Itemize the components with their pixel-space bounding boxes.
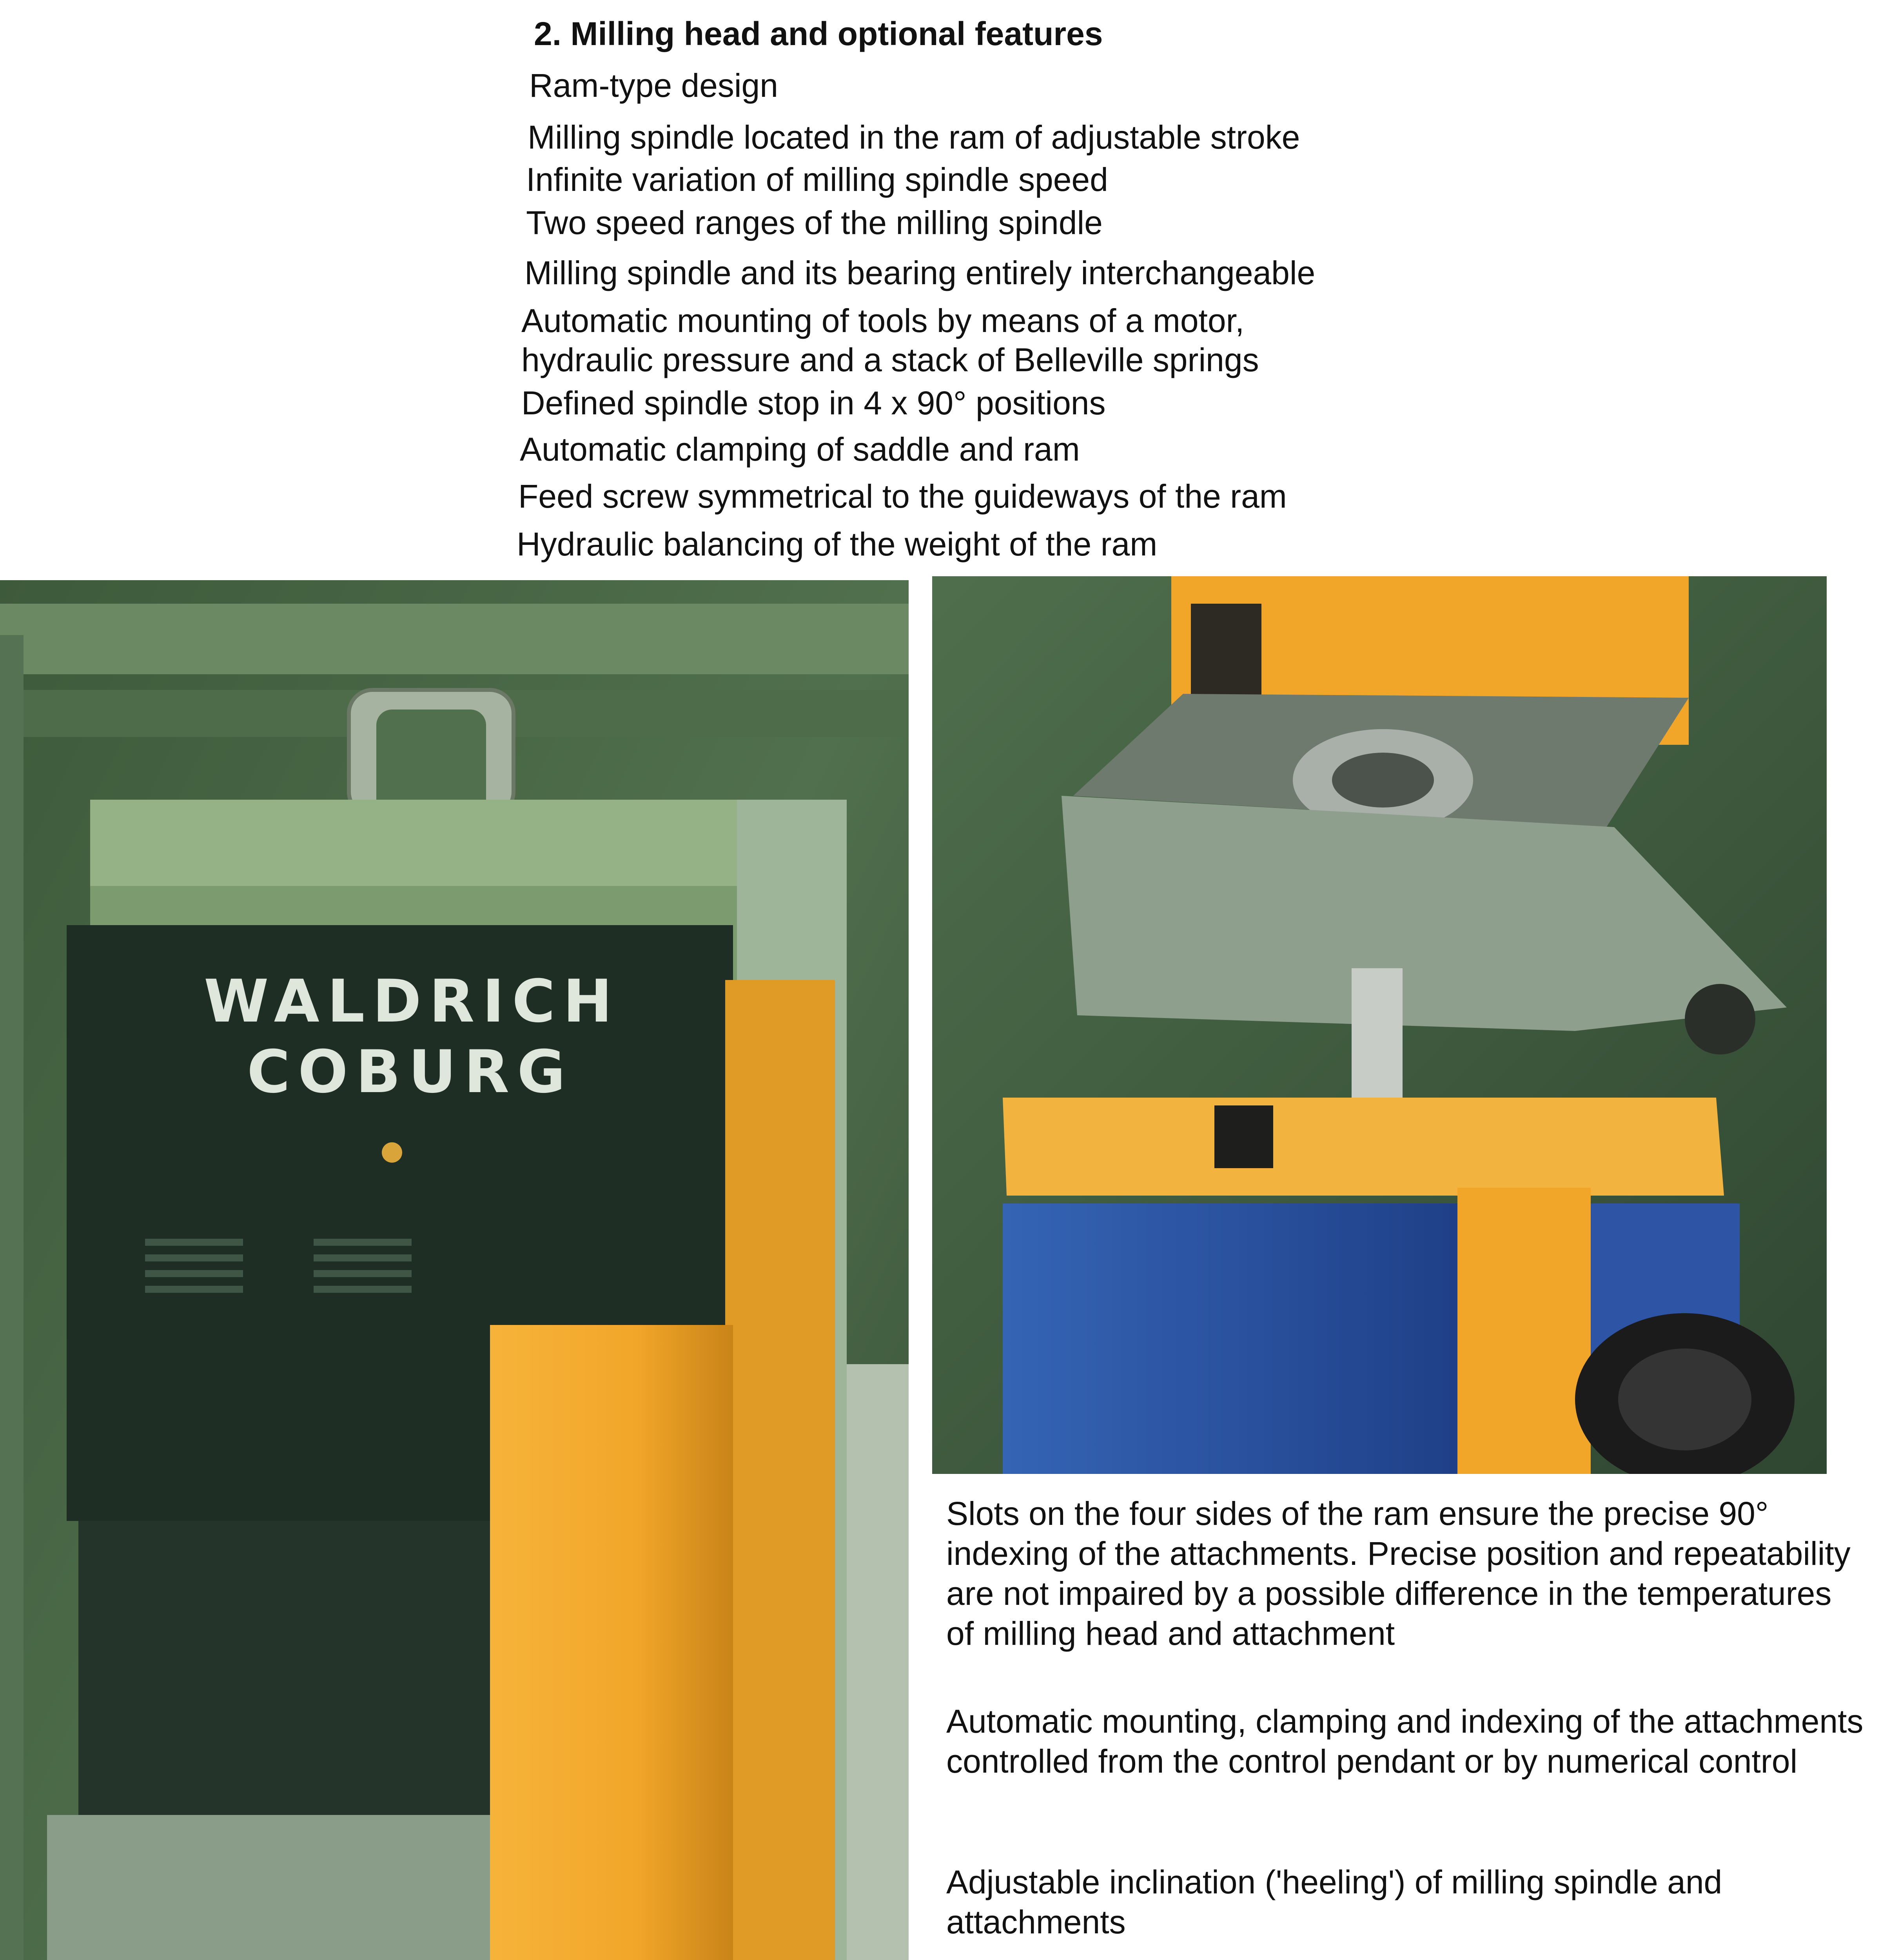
attachment-photo — [932, 576, 1827, 1474]
feature-item: Ram-type design — [529, 67, 778, 104]
feature-item: Automatic clamping of saddle and ram — [520, 431, 1080, 468]
brand-label-waldrich: WALDRICH — [204, 967, 620, 1036]
feature-item: Feed screw symmetrical to the guideways of the ram — [518, 478, 1287, 515]
feature-item: Milling spindle located in the ram of adjustable stroke — [528, 119, 1300, 156]
feature-item: hydraulic pressure and a stack of Belleville springs — [521, 341, 1259, 378]
caption-heeling: Adjustable inclination ('heeling') of milling spindle and attachments — [946, 1864, 1722, 1940]
caption-slots: Slots on the four sides of the ram ensure the precise 90° indexing of the attachments. Precise position and repeatability are not impaired by a possible difference in the temperatures of milling head and attachment — [946, 1495, 1851, 1652]
feature-item: Infinite variation of milling spindle speed — [526, 161, 1108, 198]
feature-item: Automatic mounting of tools by means of a motor, — [521, 302, 1245, 339]
caption-automatic-mounting: Automatic mounting, clamping and indexing of the attachments controlled from the control pendant or by numerical control — [946, 1703, 1864, 1780]
attachment-illustration — [932, 576, 1827, 1474]
section-heading: 2. Milling head and optional features — [534, 15, 1103, 52]
feature-item: Hydraulic balancing of the weight of the ram — [517, 526, 1158, 563]
milling-head-illustration — [0, 580, 909, 1960]
milling-head-photo — [0, 580, 909, 1960]
feature-item: Milling spindle and its bearing entirely interchangeable — [524, 254, 1316, 291]
feature-item: Defined spindle stop in 4 x 90° positions — [521, 385, 1106, 421]
brand-label-coburg: COBURG — [247, 1038, 573, 1106]
feature-item: Two speed ranges of the milling spindle — [526, 204, 1103, 241]
